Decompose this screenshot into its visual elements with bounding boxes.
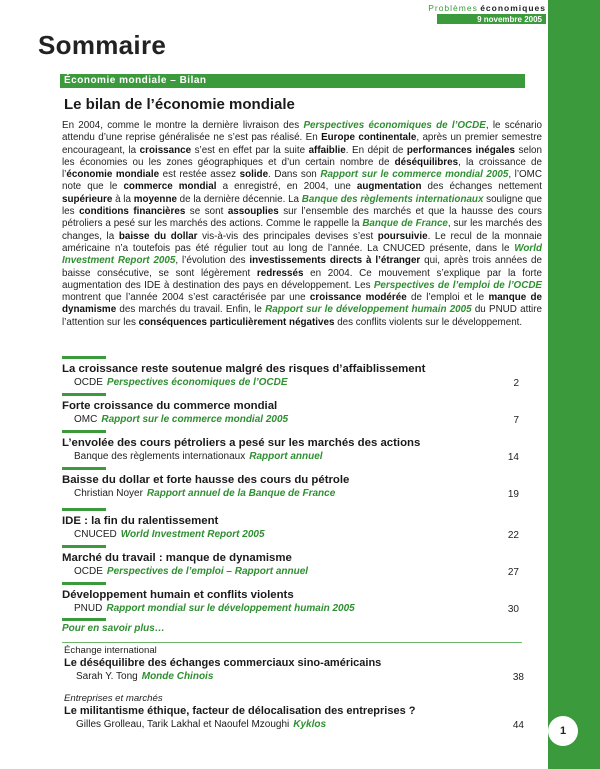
page-title: Sommaire (38, 30, 167, 60)
entry-source-line (62, 376, 552, 389)
more-divider (62, 642, 522, 643)
entry-source: Banque des règlements internationaux (74, 451, 246, 462)
entry-source: Christian Noyer (74, 488, 143, 499)
entry-authors: Gilles Grolleau, Tarik Lakhal et Naoufel Mzoughi (76, 719, 290, 730)
entry-title: Développement humain et conflits violents (62, 589, 294, 601)
page-number: 1 (548, 716, 578, 746)
entry-publication: Perspectives économiques de l’OCDE (106, 377, 288, 388)
entry-title: Le militantisme éthique, facteur de délocalisation des entreprises ? (64, 705, 416, 717)
magazine-name-part1: Problèmes (428, 3, 478, 13)
entry-publication: Rapport annuel de la Banque de France (146, 488, 336, 499)
entry-source-line (62, 565, 552, 578)
entry-publication: Rapport annuel (249, 451, 323, 462)
entry-stripe (62, 356, 106, 359)
toc-entry[interactable] (62, 467, 552, 500)
entry-publication: World Investment Report 2005 (120, 529, 265, 540)
entry-source: OMC (74, 414, 98, 425)
entry-page: 2 (513, 378, 519, 389)
entry-title: Forte croissance du commerce mondial (62, 400, 278, 412)
toc-entry[interactable] (62, 582, 552, 615)
entry-publication: Kyklos (293, 719, 327, 730)
entry-title: Baisse du dollar et forte hausse des cours du pétrole (62, 474, 350, 486)
entry-stripe (62, 582, 106, 585)
entry-page: 19 (507, 489, 519, 500)
toc-entry[interactable] (62, 545, 552, 578)
entry-page: 7 (513, 415, 519, 426)
toc-entry[interactable] (62, 356, 552, 389)
entry-stripe (62, 545, 106, 548)
entry-source: PNUD (74, 603, 103, 614)
issue-date: 9 novembre 2005 (437, 14, 546, 24)
entry-title: IDE : la fin du ralentissement (62, 515, 219, 527)
entry-page: 44 (512, 720, 524, 731)
entry-publication: Rapport sur le commerce mondial 2005 (101, 414, 289, 425)
entry-source-line (64, 670, 554, 683)
entry-title: Le déséquilibre des échanges commerciaux sino-américains (64, 657, 382, 669)
green-side-bar (548, 0, 600, 769)
entry-source-line (62, 487, 552, 500)
magazine-name-part2: économiques (480, 3, 546, 13)
entry-page: 30 (507, 604, 519, 615)
entry-publication: Perspectives de l’emploi – Rapport annuel (106, 566, 309, 577)
more-stripe (62, 618, 106, 621)
entry-title: La croissance reste soutenue malgré des risques d’affaiblissement (62, 363, 426, 375)
entry-source-line (62, 528, 552, 541)
lead-title: Le bilan de l’économie mondiale (64, 96, 295, 113)
entry-source-line (64, 718, 554, 731)
toc-entry[interactable] (62, 508, 552, 541)
entry-category: Entreprises et marchés (64, 693, 163, 704)
entry-title: L’envolée des cours pétroliers a pesé sur les marchés des actions (62, 437, 421, 449)
toc-entry[interactable] (62, 430, 552, 463)
entry-page: 27 (507, 567, 519, 578)
entry-source: CNUCED (74, 529, 117, 540)
magazine-header (428, 4, 546, 24)
entry-stripe (62, 430, 106, 433)
entry-stripe (62, 467, 106, 470)
entry-authors: Sarah Y. Tong (76, 671, 138, 682)
section-band: Économie mondiale – Bilan (60, 74, 525, 88)
entry-source-line (62, 413, 552, 426)
more-section (62, 618, 552, 634)
entry-source-line (62, 450, 552, 463)
entry-title: Marché du travail : manque de dynamisme (62, 552, 292, 564)
entry-page: 14 (507, 452, 519, 463)
toc-entry[interactable] (62, 393, 552, 426)
entry-source: OCDE (74, 377, 103, 388)
intro-paragraph: En 2004, comme le montre la dernière livraison des Perspectives économiques de l’OCDE, le scénario attendu d’une reprise généralisée ne s’est pas réalisé. En Europe continentale, après un premier semestre encourageant, la croissance s’est en effet par la suite affaiblie. En dépit de performances inégales selon les économies ou les zones géographiques et d’un certain nombre de déséquilibres, la croissance de l’économie mondiale est restée assez solide. Dans son Rapport sur le commerce mondial 2005, l’OMC note que le commerce mondial a enregistré, en 2004, une augmentation des échanges nettement supérieure à la moyenne de la dernière décennie. La Banque des règlements internationaux souligne que les conditions financières se sont assouplies sur l’ensemble des marchés et que la hausse des cours pétroliers a pesé sur les marchés des actions. Comme le rappelle la Banque de France, sur les marchés des changes, la baisse du dollar vis-à-vis des principales devises s’est poursuivie. Le recul de la monnaie américaine n’a toutefois pas été régulier tout au long de l’année. La CNUCED présente, dans le World Investment Report 2005, l’évolution des investissements directs à l’étranger qui, après trois années de baisse consécutive, se sont légèrement redressés en 2004. Ce mouvement s’explique par la forte augmentation des IDE à destination des pays en développement. Les Perspectives de l’emploi de l’OCDE montrent que l’année 2004 s’est caractérisée par une croissance modérée de l’emploi et le manque de dynamisme des marchés du travail. Enfin, le Rapport sur le développement humain 2005 du PNUD attire l’attention sur les conséquences particulièrement négatives des conflits violents sur le développement. (62, 120, 543, 328)
more-title: Pour en savoir plus… (62, 623, 165, 634)
entry-page: 38 (512, 672, 524, 683)
entry-category: Échange international (64, 645, 157, 656)
entry-publication: Rapport mondial sur le développement humain 2005 (106, 603, 355, 614)
entry-stripe (62, 393, 106, 396)
entry-source-line (62, 602, 552, 615)
entry-publication: Monde Chinois (141, 671, 214, 682)
further-reading-entry[interactable] (64, 693, 554, 731)
entry-source: OCDE (74, 566, 103, 577)
further-reading-entry[interactable] (64, 645, 554, 683)
entry-page: 22 (507, 530, 519, 541)
entry-stripe (62, 508, 106, 511)
